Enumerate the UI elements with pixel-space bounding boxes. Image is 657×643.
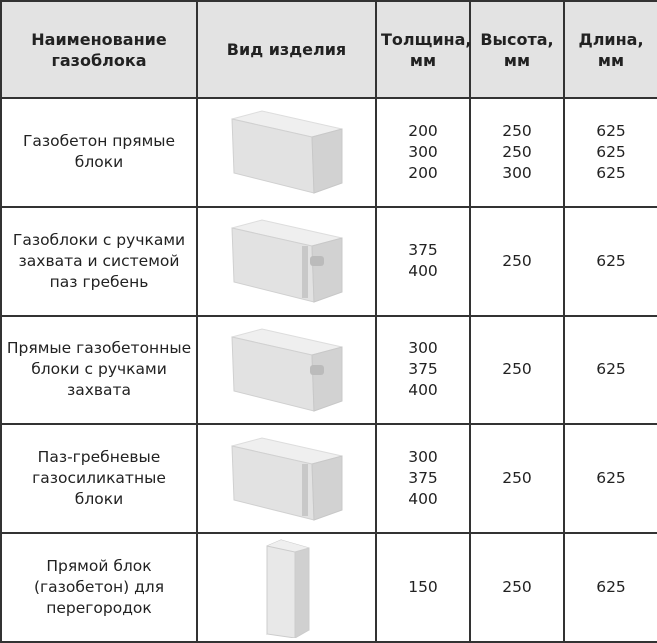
thickness-value: 150 [408,578,438,597]
length-value: 625 [596,163,626,182]
length-value: 625 [596,360,626,379]
block-name: Прямой блок (газобетон) для перегородок [1,533,197,642]
block-name: Газобетон прямые блоки [1,98,197,207]
length-value: 625 [596,469,626,488]
height-value: 250 [502,121,532,140]
thickness-value: 375 [408,241,438,260]
thickness-cell [376,424,470,533]
header-height: Высота, мм [470,1,564,98]
thickness-value: 400 [408,490,438,509]
block-name: Паз-гребневые газосиликатные блоки [1,424,197,533]
length-cell [564,316,657,425]
header-name: Наименование газоблока [1,1,197,98]
height-value: 250 [502,251,532,270]
length-value: 625 [596,121,626,140]
straight-block-image [197,98,376,207]
length-cell [564,207,657,316]
height-cell [470,207,564,316]
table-row [1,207,657,316]
length-value: 625 [596,142,626,161]
thickness-value: 400 [408,262,438,281]
header-length: Длина, мм [564,1,657,98]
length-cell [564,424,657,533]
length-cell [564,98,657,207]
thickness-value: 300 [408,448,438,467]
height-value: 300 [502,163,532,182]
table-row [1,424,657,533]
header-image: Вид изделия [197,1,376,98]
thickness-cell [376,316,470,425]
table-row [1,533,657,642]
header-thickness: Толщина, мм [376,1,470,98]
length-value: 625 [596,578,626,597]
thickness-value: 375 [408,469,438,488]
tongue-groove-handle-block-image [197,207,376,316]
length-cell [564,533,657,642]
height-value: 250 [502,469,532,488]
table-row [1,316,657,425]
tongue-groove-block-image [197,424,376,533]
height-cell [470,424,564,533]
height-value: 250 [502,142,532,161]
thickness-value: 200 [408,163,438,182]
thickness-value: 300 [408,142,438,161]
length-value: 625 [596,251,626,270]
header-row [1,1,657,98]
table-row [1,98,657,207]
thickness-value: 400 [408,381,438,400]
height-cell [470,533,564,642]
thickness-value: 200 [408,121,438,140]
thickness-value: 375 [408,360,438,379]
height-cell [470,98,564,207]
thickness-cell [376,207,470,316]
block-name: Прямые газобетонные блоки с ручками захвата [1,316,197,425]
thickness-cell [376,533,470,642]
thickness-value: 300 [408,339,438,358]
handle-block-image [197,316,376,425]
block-name: Газоблоки с ручками захвата и системой паз гребень [1,207,197,316]
thickness-cell [376,98,470,207]
partition-block-image [197,533,376,642]
height-value: 250 [502,578,532,597]
height-cell [470,316,564,425]
height-value: 250 [502,360,532,379]
